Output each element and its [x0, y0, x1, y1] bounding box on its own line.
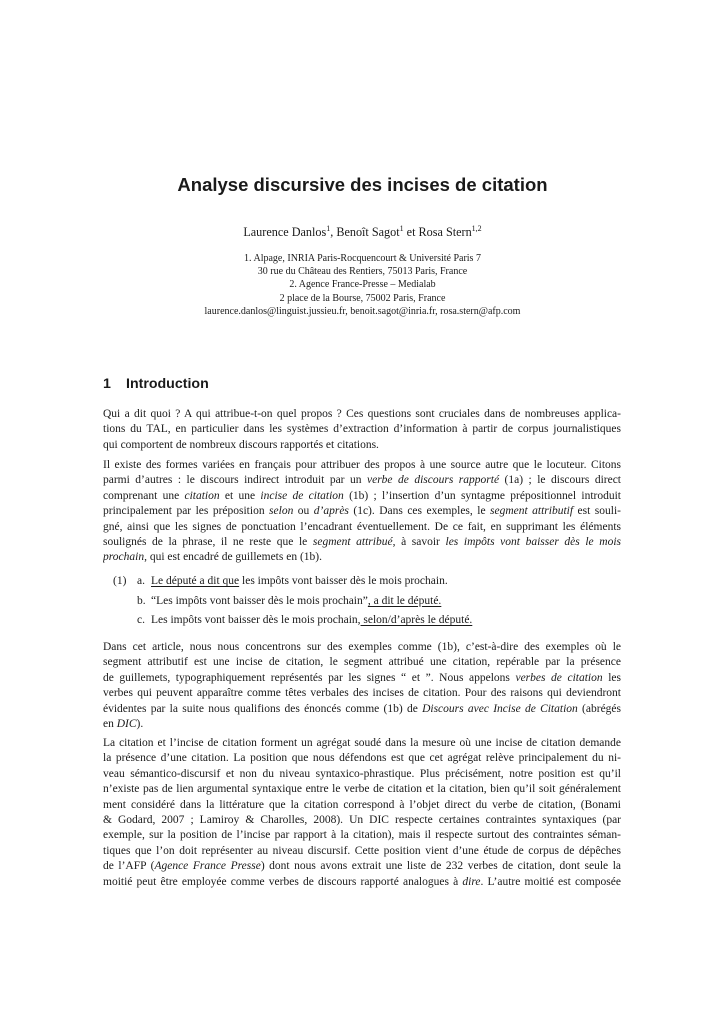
text-line [103, 875, 621, 890]
text-run: ). [136, 718, 144, 731]
term-italic: Discours avec Incise de Citation [422, 702, 578, 715]
text-line [103, 535, 621, 550]
text-run: parmi d’autres : le discours indirect introduit par un [103, 474, 367, 487]
term-italic: les impôts vont baisser dès le mois [445, 536, 621, 549]
term-italic: segment attributif [490, 505, 574, 518]
section-number: 1 [103, 376, 111, 392]
text-run: (1a) ; le discours direct [499, 474, 621, 487]
text-line: La citation et l’incise de citation forment un agrégat soudé dans la mesure où une incise de citation demande [103, 737, 621, 749]
author-separator: , [330, 225, 337, 240]
section-title: Introduction [126, 376, 209, 392]
text-run: , qui est encadré de guillemets en (1b). [144, 551, 322, 564]
affiliations [0, 252, 725, 318]
affiliation-emails: laurence.danlos@linguist.jussieu.fr, benoit.sagot@inria.fr, rosa.stern@afp.com [204, 305, 521, 317]
text-line [103, 702, 621, 717]
text-run: moitié peut être employée comme verbes de discours rapporté analogues à [103, 875, 463, 888]
author-name: Rosa Stern [418, 225, 472, 240]
text-run: et une [219, 489, 261, 502]
example-block [113, 572, 472, 631]
paper-title: Analyse discursive des incises de citation [177, 174, 548, 195]
text-run: les [602, 671, 621, 684]
text-line: verbes qui peuvent apparaître comme têtes verbales des incises de citation. Pour des raisons qui deviendront [103, 687, 621, 700]
term-italic: d’après [313, 505, 349, 518]
text-run: est souli- [573, 505, 621, 518]
affiliation-line: 2 place de la Bourse, 75002 Paris, France [279, 292, 446, 304]
text-run: (1b) ; l’insertion d’un syntagme prépositionnel introduit [343, 489, 621, 502]
term-italic: incise de citation [260, 489, 344, 502]
attributive-segment: selon/d’après le député. [360, 614, 473, 626]
term-italic: citation [184, 489, 220, 502]
text-run: . L’autre moitié est composée [480, 875, 621, 888]
text-run: ou [293, 505, 314, 518]
text-line: tiques que l’on doit représenter au niveau discursif. Cette position vient d’une étude de corpus de dépêches [103, 844, 621, 857]
author-affil-mark: 1 [326, 224, 331, 233]
text-line: Dans cet article, nous nous concentrons sur des exemples comme (1b), c’est-à-dire des exemples où le [103, 641, 621, 653]
paragraph-4 [103, 736, 621, 890]
text-run: soulignés de la phrase, il ne reste que le [103, 536, 313, 549]
term-italic: dire [462, 875, 481, 888]
text-line: gné, ainsi que les signes de ponctuation l’encadrant éventuellement. De ce fait, en supprimant les éléments [103, 520, 621, 533]
paragraph-1 [103, 407, 621, 453]
text-line: tions du TAL, en particulier dans les systèmes d’extraction d’information à partir de corpus journalistiques [103, 423, 621, 436]
text-run: de guillemets, typographiquement représentés par les signes “ et ”. Nous appelons [103, 671, 516, 684]
attributive-segment: Le député a dit que [151, 575, 240, 587]
author-list [0, 224, 725, 240]
text-line: Il existe des formes variées en français pour attribuer des propos à une source autre que le locuteur. Citons [103, 459, 621, 471]
text-line: qui comportent de nombreux discours rapportés et citations. [103, 438, 379, 451]
affiliation-line: 2. Agence France-Presse – Medialab [289, 279, 436, 291]
text-run: principalement par les préposition [103, 505, 270, 518]
text-line [103, 717, 621, 732]
example-b [113, 592, 472, 612]
text-line: n’existe pas de lien argumental syntaxique entre le verbe de citation et la citation, bien qu’il soit généralement [103, 783, 621, 796]
text-line: Qui a dit quoi ? A qui attribue-t-on quel propos ? Ces questions sont cruciales dans de nombreuses applica- [103, 408, 621, 420]
affiliation-line: 30 rue du Château des Rentiers, 75013 Paris, France [257, 266, 468, 278]
example-letter: b. [137, 594, 146, 607]
text-run: ) dont nous avons extrait une liste de 232 verbes de citation, dont seule la [260, 860, 621, 873]
text-run: de l’AFP ( [103, 860, 155, 873]
text-line [103, 550, 621, 565]
affiliation-line: 1. Alpage, INRIA Paris-Rocquencourt & Université Paris 7 [244, 253, 481, 264]
term-italic: DIC [116, 718, 137, 731]
attributed-segment: les impôts vont baisser dès le mois prochain. [239, 575, 448, 587]
text-line [103, 671, 621, 686]
text-run: en [103, 718, 117, 731]
text-run: (abrégés [577, 702, 621, 715]
text-line [103, 504, 621, 519]
attributed-segment: Les impôts vont baisser dès le mois prochain, [151, 614, 361, 626]
attributive-segment: , a dit le député. [367, 594, 442, 607]
text-line: la présence d’une citation. La position que nous défendons est que cet agrégat relève principalement du ni- [103, 752, 621, 765]
paragraph-3 [103, 640, 621, 732]
term-italic: verbes de citation [515, 671, 603, 684]
paragraph-2 [103, 458, 621, 566]
text-line: segment attributif est une incise de citation, le segment attribué une citation, repérable par la présence [103, 656, 621, 669]
text-line [103, 473, 621, 488]
text-line: & Godard, 2007 ; Lamiroy & Charolles, 2008). Un DIC respecte certaines contraintes syntaxiques (par [103, 814, 621, 827]
text-run: évidentes par la suite nous qualifions des énoncés comme (1b) de [103, 702, 423, 715]
example-letter: c. [137, 614, 145, 626]
author-affil-mark: 1 [399, 224, 404, 233]
example-c [113, 611, 472, 631]
author-separator: et [403, 225, 419, 240]
term-italic: Agence France Presse [154, 860, 261, 873]
term-italic: verbe de discours rapporté [366, 474, 500, 487]
text-line [103, 859, 621, 874]
term-italic: prochain [103, 551, 145, 564]
text-run: , à savoir [392, 536, 446, 549]
text-line: ment considéré dans la littérature que la citation correspond à l’objet direct du verbe de citation, (Bonami [103, 798, 621, 811]
example-a [113, 572, 472, 592]
term-italic: selon [269, 505, 294, 518]
author-affil-mark: 1,2 [471, 224, 482, 233]
attributed-segment: “Les impôts vont baisser dès le mois prochain” [151, 594, 368, 607]
term-italic: segment attribué [312, 536, 393, 549]
author-name: Laurence Danlos [243, 225, 327, 240]
section-heading [103, 376, 209, 392]
example-number: (1) [113, 575, 127, 587]
text-run: comprenant une [103, 489, 185, 502]
author-name: Benoît Sagot [336, 225, 400, 240]
example-letter: a. [137, 575, 145, 587]
text-run: (1c). Dans ces exemples, le [348, 505, 491, 518]
text-line [103, 489, 621, 504]
text-line: exemple, sur la position de l’incise par rapport à la citation), mais il respecte surtout des contraintes séman- [103, 829, 621, 842]
text-line: veau sémantico-discursif et non du niveau syntaxico-phrastique. Plus précisément, notre position est qu’il [103, 767, 621, 780]
